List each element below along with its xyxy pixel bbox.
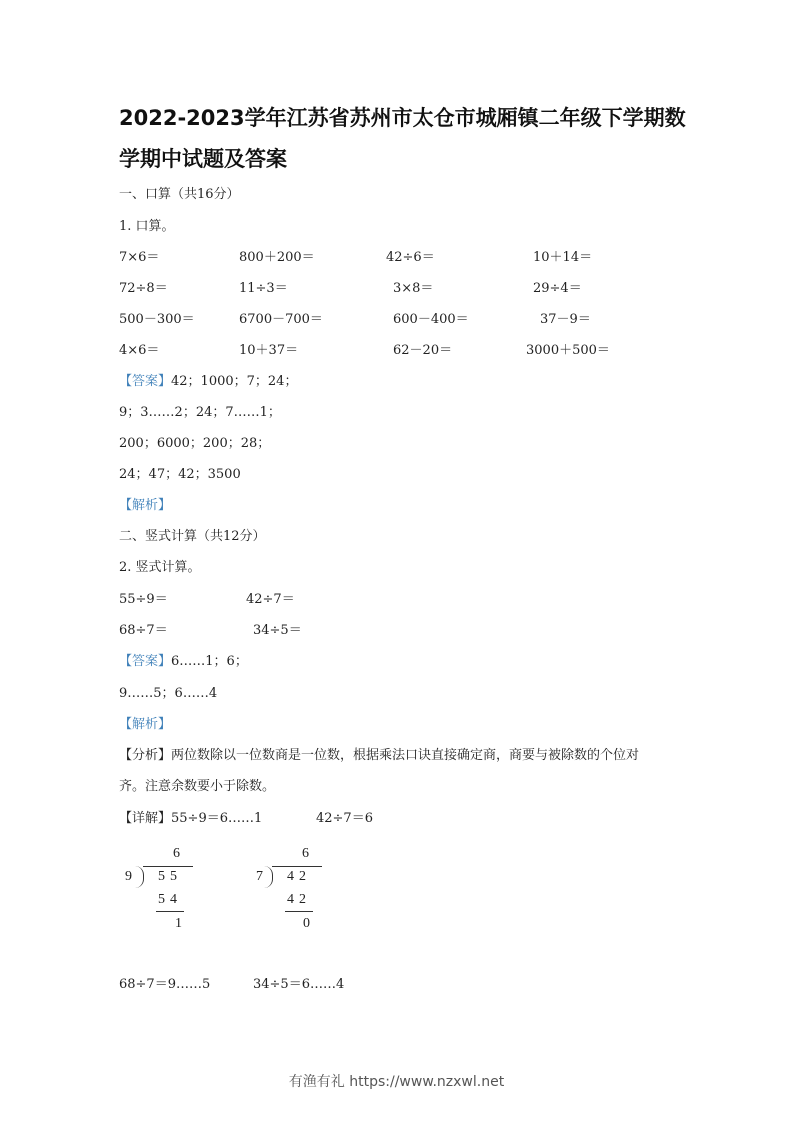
oral-calc-item: 4×6＝ — [119, 343, 160, 358]
vertical-calc-item: 34÷5＝ — [253, 623, 302, 638]
remainder: 1 — [175, 916, 187, 931]
oral-calc-item: 3×8＝ — [393, 281, 434, 296]
detail-eq-1: 55÷9＝6……1 — [171, 811, 263, 826]
analysis-tag-2: 【解析】 — [119, 717, 172, 732]
dividend: 55 — [158, 869, 182, 884]
detail-tag: 【详解】 — [119, 811, 172, 826]
footer-watermark: 有渔有礼 https://www.nzxwl.net — [288, 1074, 505, 1090]
oral-calc-item: 10＋37＝ — [239, 343, 299, 358]
divisor: 7 — [256, 869, 268, 884]
answer-2-line-2: 9……5；6……4 — [119, 686, 218, 701]
detail-eq-2: 42÷7＝6 — [316, 811, 373, 826]
oral-calc-item: 37－9＝ — [540, 312, 591, 327]
quotient: 6 — [302, 846, 314, 861]
document-title-line-2: 学期中试题及答案 — [119, 147, 287, 171]
detail-eq-4: 34÷5＝6……4 — [253, 977, 345, 992]
answer-text: 6……1；6； — [171, 654, 248, 669]
vertical-calc-item: 68÷7＝ — [119, 623, 168, 638]
answer-tag: 【答案】 — [119, 654, 172, 669]
answer-text: 42；1000；7；24； — [171, 374, 298, 389]
vertical-calc-item: 55÷9＝ — [119, 592, 168, 607]
answer-1-line-4: 24；47；42；3500 — [119, 467, 241, 482]
document-title-line-1: 2022-2023学年江苏省苏州市太仓市城厢镇二年级下学期数 — [119, 106, 686, 130]
answer-1-line-3: 200；6000；200；28； — [119, 436, 271, 451]
oral-calc-item: 11÷3＝ — [239, 281, 288, 296]
divisor: 9 — [125, 869, 137, 884]
product: 42 — [287, 892, 311, 907]
division-bracket — [264, 866, 273, 888]
oral-calc-item: 600－400＝ — [393, 312, 469, 327]
detail-line — [119, 811, 262, 827]
answer-1 — [119, 374, 297, 390]
analysis-fenxi-line-2: 齐。注意余数要小于除数。 — [119, 779, 276, 794]
oral-calc-item: 3000＋500＝ — [526, 343, 610, 358]
answer-1-line-2: 9；3……2；24；7……1； — [119, 405, 281, 420]
oral-calc-item: 62－20＝ — [393, 343, 453, 358]
remainder: 0 — [303, 916, 315, 931]
subtract-bar — [156, 911, 184, 912]
oral-calc-item: 29÷4＝ — [533, 281, 582, 296]
subtract-bar — [285, 911, 313, 912]
oral-calc-item: 500－300＝ — [119, 312, 195, 327]
fenxi-text: 两位数除以一位数商是一位数，根据乘法口诀直接确定商，商要与被除数的个位对 — [171, 748, 640, 763]
answer-tag: 【答案】 — [119, 374, 172, 389]
oral-calc-item: 800＋200＝ — [239, 250, 315, 265]
fenxi-tag: 【分析】 — [119, 748, 172, 763]
section-1-heading: 一、口算（共16分） — [119, 187, 240, 202]
quotient: 6 — [173, 846, 185, 861]
oral-calc-item: 42÷6＝ — [386, 250, 435, 265]
section-2-heading: 二、竖式计算（共12分） — [119, 529, 266, 544]
oral-calc-item: 72÷8＝ — [119, 281, 168, 296]
vertical-calc-item: 42÷7＝ — [246, 592, 295, 607]
analysis-tag-1: 【解析】 — [119, 498, 172, 513]
question-1-label: 1. 口算。 — [119, 219, 175, 234]
answer-2 — [119, 654, 248, 670]
detail-eq-3: 68÷7＝9……5 — [119, 977, 211, 992]
oral-calc-item: 6700－700＝ — [239, 312, 323, 327]
oral-calc-item: 10＋14＝ — [533, 250, 593, 265]
division-bracket — [135, 866, 144, 888]
product: 54 — [158, 892, 182, 907]
dividend: 42 — [287, 869, 311, 884]
question-2-label: 2. 竖式计算。 — [119, 560, 201, 575]
analysis-fenxi — [119, 748, 639, 764]
division-bar — [272, 866, 322, 867]
division-bar — [143, 866, 193, 867]
oral-calc-item: 7×6＝ — [119, 250, 160, 265]
